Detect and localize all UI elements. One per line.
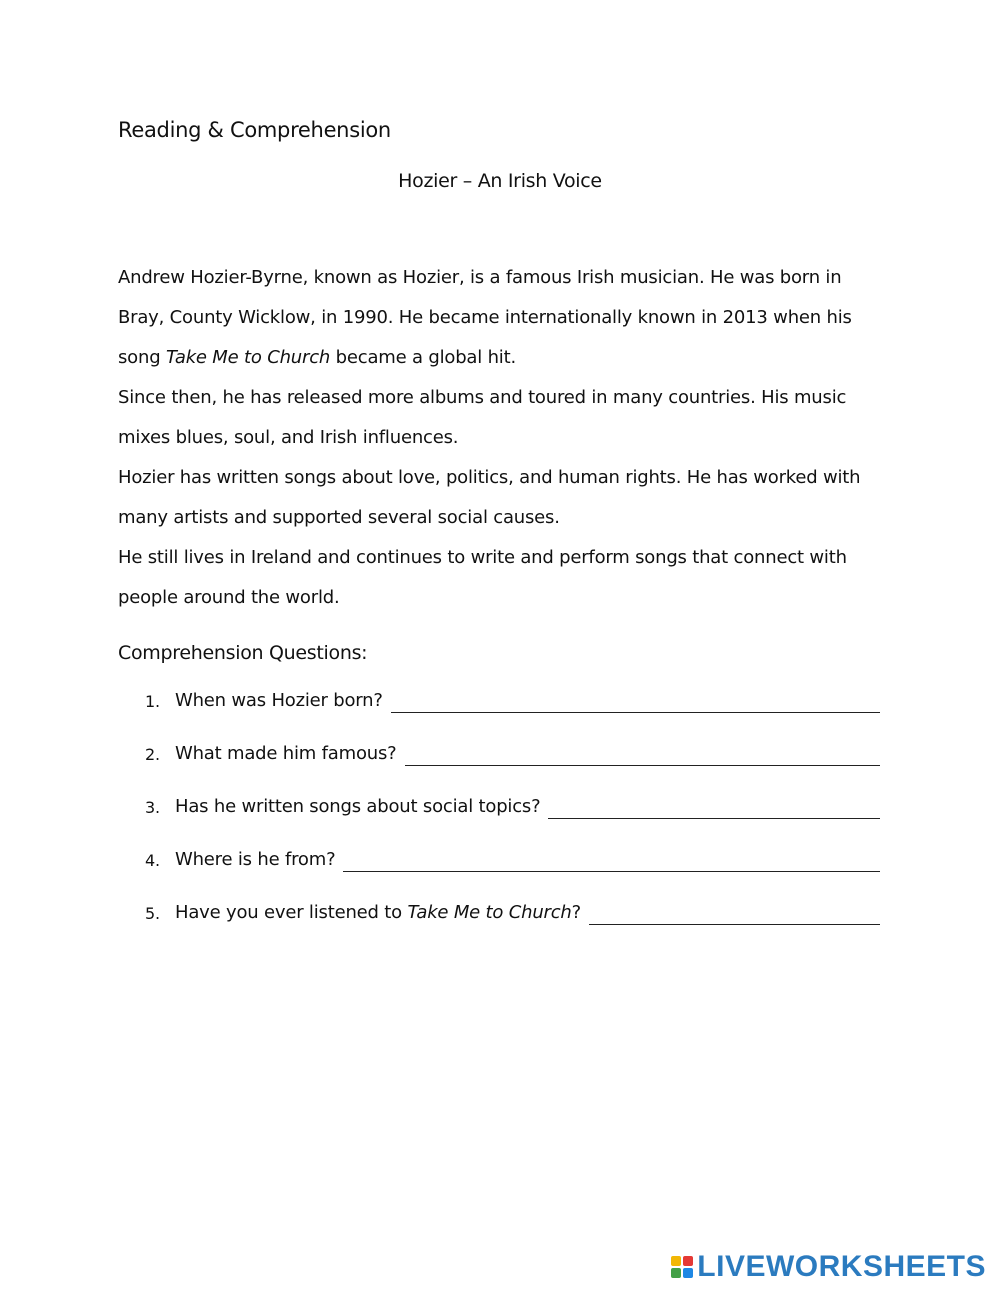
question-item bbox=[145, 743, 880, 796]
question-text: Where is he from? bbox=[175, 849, 336, 870]
question-text: What made him famous? bbox=[175, 743, 397, 764]
section-title: Reading & Comprehension bbox=[118, 118, 391, 142]
question-number: 2. bbox=[145, 745, 160, 764]
song-title: Take Me to Church bbox=[407, 902, 572, 923]
question-text: Has he written songs about social topics? bbox=[175, 796, 541, 817]
brand-name: LIVEWORKSHEETS bbox=[697, 1250, 986, 1283]
document-title: Hozier – An Irish Voice bbox=[398, 170, 602, 192]
passage-paragraph-1: Andrew Hozier-Byrne, known as Hozier, is a famous Irish musician. He was born in Bray, County Wicklow, in 1990. He became internationally known in 2013 when his song Take Me to Church became a global hit. bbox=[118, 267, 852, 368]
question-item bbox=[145, 796, 880, 849]
question-number: 4. bbox=[145, 851, 160, 870]
logo-tile bbox=[671, 1256, 681, 1266]
question-number: 1. bbox=[145, 692, 160, 711]
question-number: 5. bbox=[145, 904, 160, 923]
answer-blank-1[interactable] bbox=[391, 690, 880, 713]
questions-heading: Comprehension Questions: bbox=[118, 642, 368, 664]
passage-paragraph-2: Since then, he has released more albums and toured in many countries. His music mixes blues, soul, and Irish influences. bbox=[118, 387, 847, 448]
answer-blank-4[interactable] bbox=[343, 849, 880, 872]
question-number: 3. bbox=[145, 798, 160, 817]
question-text: When was Hozier born? bbox=[175, 690, 383, 711]
logo-tile bbox=[683, 1268, 693, 1278]
song-title: Take Me to Church bbox=[165, 347, 331, 368]
question-list bbox=[145, 690, 880, 955]
passage-paragraph-3: Hozier has written songs about love, politics, and human rights. He has worked with many artists and supported several social causes. bbox=[118, 467, 861, 528]
question-item bbox=[145, 690, 880, 743]
question-item bbox=[145, 849, 880, 902]
liveworksheets-logo-icon bbox=[671, 1256, 693, 1278]
logo-tile bbox=[671, 1268, 681, 1278]
question-text: Have you ever listened to Take Me to Church? bbox=[175, 902, 581, 923]
question-item bbox=[145, 902, 880, 955]
reading-passage bbox=[118, 258, 893, 618]
passage-paragraph-4: He still lives in Ireland and continues to write and perform songs that connect with people around the world. bbox=[118, 547, 847, 608]
logo-tile bbox=[683, 1256, 693, 1266]
answer-blank-2[interactable] bbox=[405, 743, 880, 766]
liveworksheets-branding bbox=[671, 1250, 986, 1284]
answer-blank-5[interactable] bbox=[589, 902, 880, 925]
answer-blank-3[interactable] bbox=[548, 796, 880, 819]
